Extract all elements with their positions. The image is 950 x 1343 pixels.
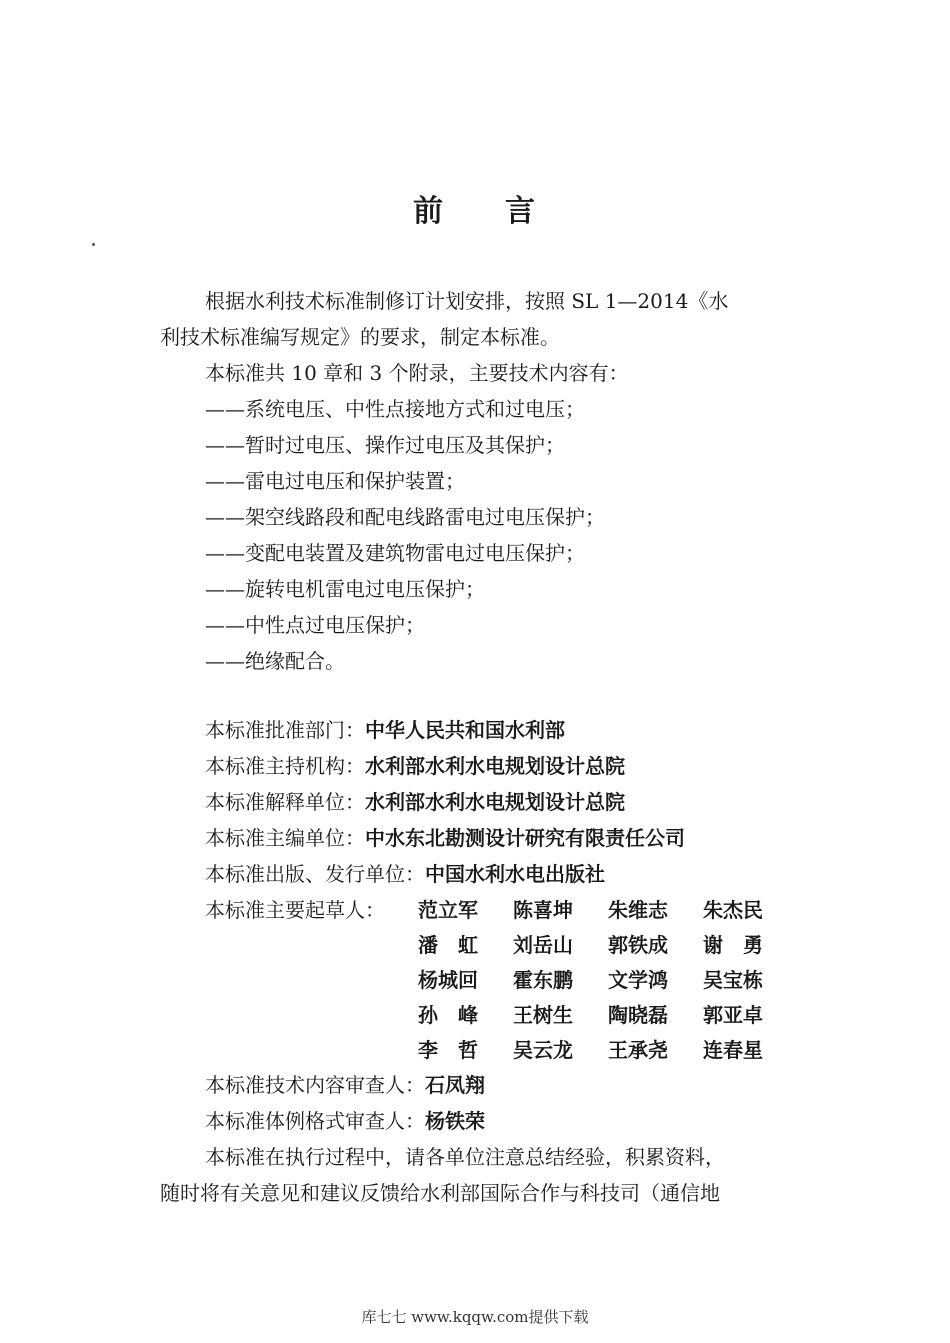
content-item: ——旋转电机雷电过电压保护；	[205, 577, 485, 601]
drafter-name: 范立军	[418, 898, 478, 922]
host-label: 本标准主持机构：	[205, 754, 365, 778]
title-char-1: 前	[413, 194, 445, 229]
publisher-row	[205, 856, 605, 892]
editor-label: 本标准主编单位：	[205, 826, 365, 850]
drafter-name: 陶晓磊	[608, 1003, 668, 1027]
drafter-name: 谢 勇	[703, 933, 763, 957]
approve-label: 本标准批准部门：	[205, 718, 365, 742]
drafter-name: 霍东鹏	[513, 968, 573, 992]
intro-line-1: 根据水利技术标准制修订计划安排，按照 SL 1—2014《水	[205, 289, 729, 313]
drafter-name: 吴云龙	[513, 1038, 573, 1062]
content-item: ——变配电装置及建筑物雷电过电压保护；	[205, 541, 585, 565]
drafters-row	[418, 892, 798, 928]
approve-row	[205, 712, 565, 748]
publisher-value: 中国水利水电出版社	[425, 862, 605, 886]
intro-line-2: 利技术标准编写规定》的要求，制定本标准。	[160, 325, 560, 349]
intro-line-3: 本标准共 10 章和 3 个附录，主要技术内容有：	[205, 361, 629, 385]
drafter-name: 王树生	[513, 1003, 573, 1027]
drafter-name: 潘 虹	[418, 933, 478, 957]
content-item: ——中性点过电压保护；	[205, 613, 425, 637]
editor-value: 中水东北勘测设计研究有限责任公司	[365, 826, 685, 850]
drafter-name: 朱杰民	[703, 898, 763, 922]
content-item: ——暂时过电压、操作过电压及其保护；	[205, 433, 565, 457]
content-item: ——系统电压、中性点接地方式和过电压；	[205, 397, 585, 421]
drafters-label: 本标准主要起草人：	[205, 898, 385, 922]
drafters-row	[418, 1032, 798, 1068]
drafter-name: 朱维志	[608, 898, 668, 922]
drafter-name: 郭亚卓	[703, 1003, 763, 1027]
content-item: ——雷电过电压和保护装置；	[205, 469, 465, 493]
stray-dot	[92, 243, 95, 246]
publisher-label: 本标准出版、发行单位：	[205, 862, 425, 886]
content-item: ——绝缘配合。	[205, 649, 345, 673]
closing-line-2: 随时将有关意见和建议反馈给水利部国际合作与科技司（通信地	[160, 1181, 720, 1205]
drafters-row	[418, 927, 798, 963]
drafter-name: 吴宝栋	[703, 968, 763, 992]
drafter-name: 李 哲	[418, 1038, 478, 1062]
drafter-name: 王承尧	[608, 1038, 668, 1062]
format-review-value: 杨铁荣	[425, 1109, 485, 1133]
drafter-name: 连春星	[703, 1038, 763, 1062]
drafters-row	[418, 997, 798, 1033]
drafter-name: 陈喜坤	[513, 898, 573, 922]
tech-review-row	[205, 1067, 485, 1103]
host-row	[205, 748, 625, 784]
download-footer: 库七七 www.kqqw.com提供下载	[361, 1308, 589, 1326]
interpret-value: 水利部水利水电规划设计总院	[365, 790, 625, 814]
host-value: 水利部水利水电规划设计总院	[365, 754, 625, 778]
drafter-name: 文学鸿	[608, 968, 668, 992]
drafter-name: 杨城回	[418, 968, 478, 992]
interpret-label: 本标准解释单位：	[205, 790, 365, 814]
tech-review-value: 石凤翔	[425, 1073, 485, 1097]
closing-line-1: 本标准在执行过程中，请各单位注意总结经验，积累资料，	[205, 1145, 725, 1169]
page-title	[0, 192, 950, 232]
editor-row	[205, 820, 685, 856]
title-char-2: 言	[505, 194, 537, 229]
format-review-label: 本标准体例格式审查人：	[205, 1109, 425, 1133]
interpret-row	[205, 784, 625, 820]
drafters-row	[418, 962, 798, 998]
drafter-name: 郭铁成	[608, 933, 668, 957]
drafter-name: 孙 峰	[418, 1003, 478, 1027]
content-item: ——架空线路段和配电线路雷电过电压保护；	[205, 505, 605, 529]
drafter-name: 刘岳山	[513, 933, 573, 957]
format-review-row	[205, 1103, 485, 1139]
approve-value: 中华人民共和国水利部	[365, 718, 565, 742]
tech-review-label: 本标准技术内容审查人：	[205, 1073, 425, 1097]
